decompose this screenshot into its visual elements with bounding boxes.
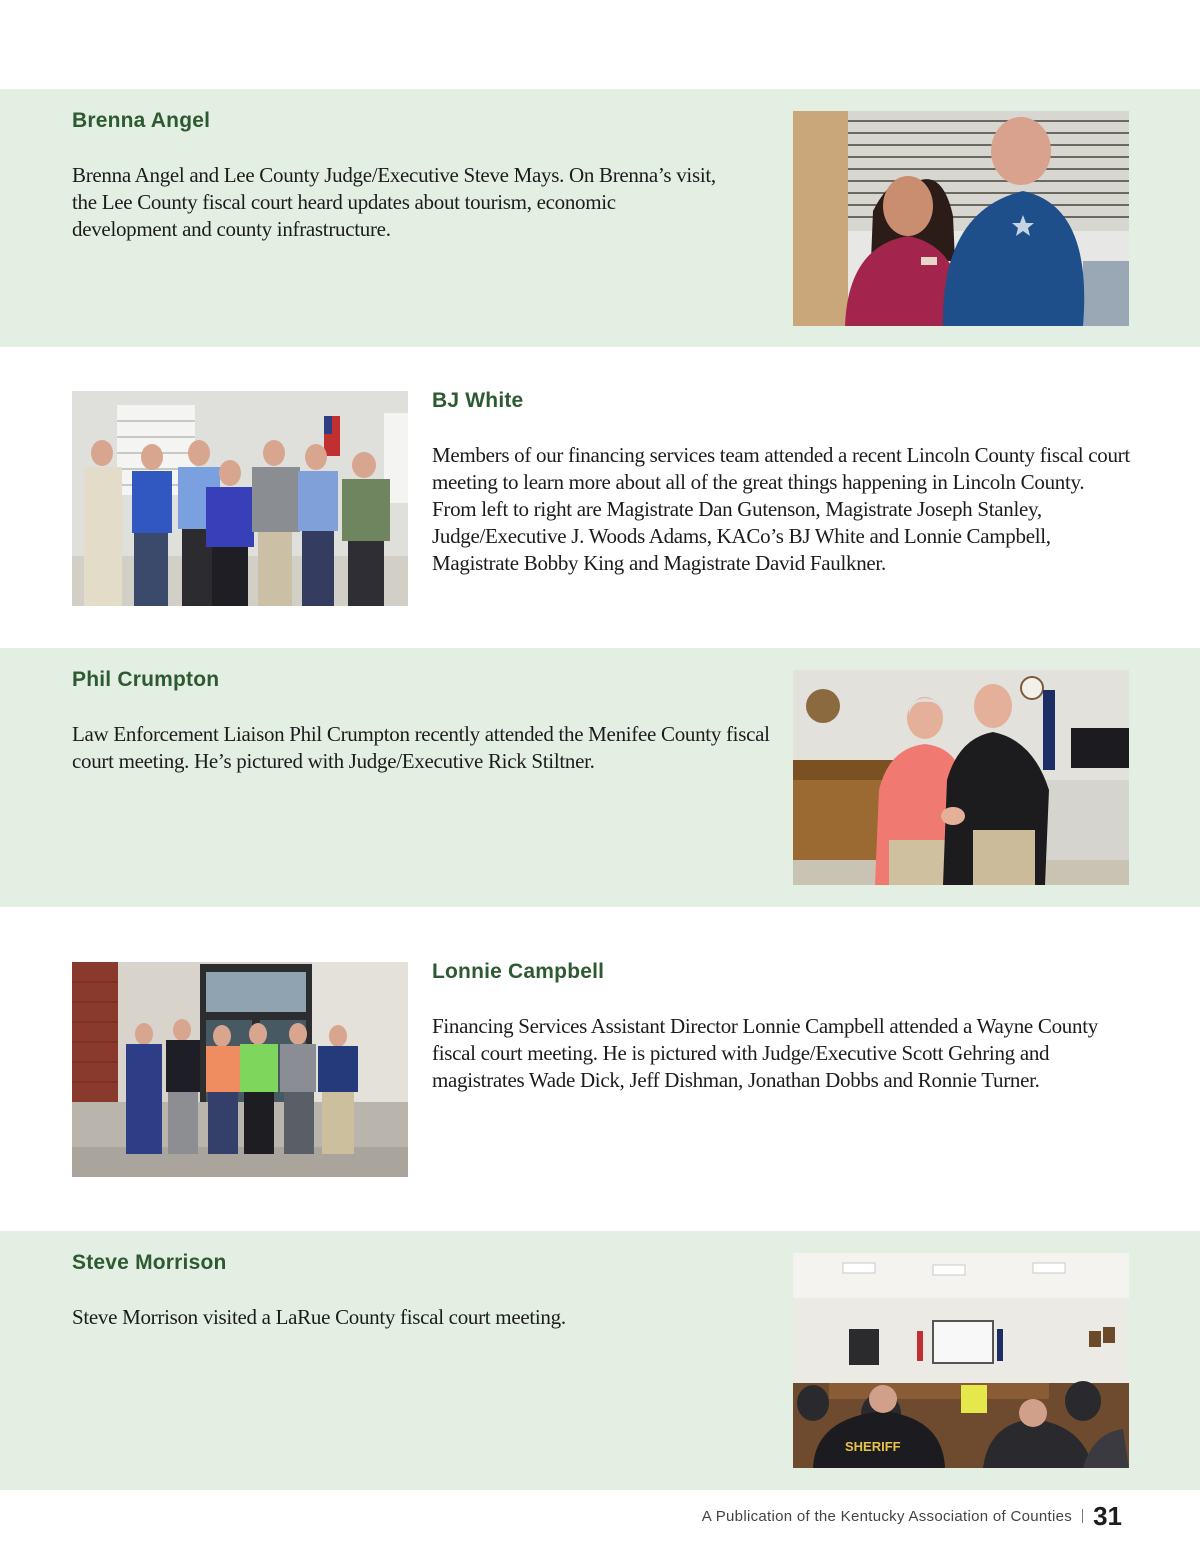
section-caption: Financing Services Assistant Director Lonnie Campbell attended a Wayne County fiscal court meeting. He is pictured with Judge/Executive Scott Gehring and magistrates Wade Dick, Jeff Dishman, Jonathan Dobbs and Ronnie Turner. [432, 1014, 1098, 1092]
section-caption: Law Enforcement Liaison Phil Crumpton recently attended the Menifee County fiscal court meeting. He’s pictured with Judge/Executive Rick Stiltner. [72, 722, 770, 773]
photo-lonnie-campbell [72, 962, 408, 1177]
page-footer [702, 1500, 1122, 1532]
section-heading: Brenna Angel [72, 109, 211, 132]
section-heading: Steve Morrison [72, 1251, 227, 1274]
section-caption: Brenna Angel and Lee County Judge/Executive Steve Mays. On Brenna’s visit, the Lee County fiscal court heard updates about tourism, economic development and county infrastructure. [72, 163, 716, 241]
section-caption: Members of our financing services team attended a recent Lincoln County fiscal court meeting to learn more about all of the great things happening in Lincoln County. From left to right are Magistrate Dan Gutenson, Magistrate Joseph Stanley, Judge/Executive J. Woods Adams, KACo’s BJ White and Lonnie Campbell, Magistrate Bobby King and Magistrate David Faulkner. [432, 443, 1130, 575]
photo-steve-morrison [793, 1253, 1129, 1468]
section-heading: Phil Crumpton [72, 668, 220, 691]
section-heading: Lonnie Campbell [432, 960, 605, 983]
photo-bj-white [72, 391, 408, 606]
photo-phil-crumpton [793, 670, 1129, 885]
publication-credit: A Publication of the Kentucky Association of Counties [701, 1507, 1073, 1525]
photo-brenna-angel [793, 111, 1129, 326]
page-number: 31 [1093, 1500, 1122, 1531]
sheriff-shirt-text: SHERIFF [845, 1439, 901, 1454]
section-heading: BJ White [432, 389, 524, 412]
footer-divider [1082, 1509, 1083, 1523]
section-caption: Steve Morrison visited a LaRue County fiscal court meeting. [72, 1305, 566, 1329]
